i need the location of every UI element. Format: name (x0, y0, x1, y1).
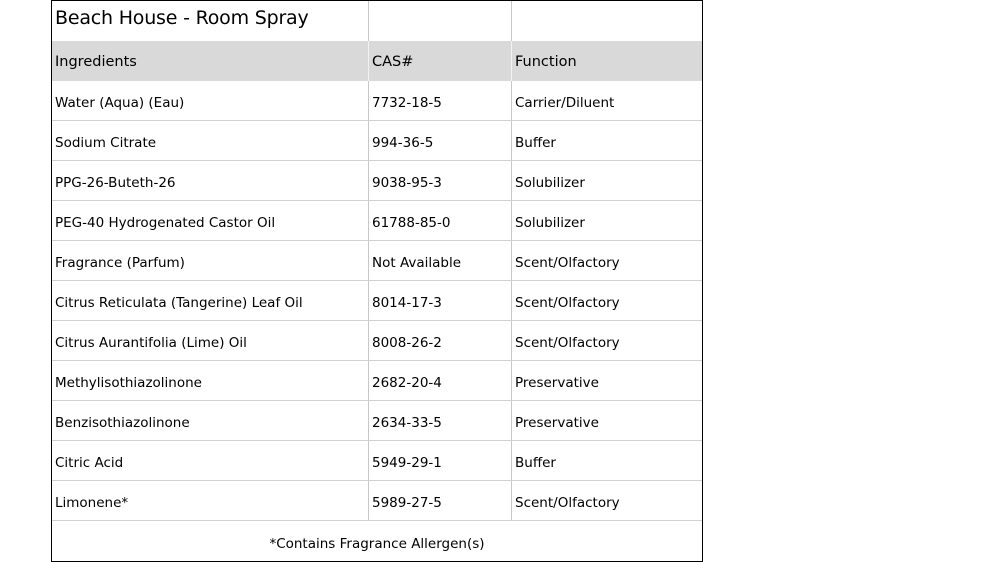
function-cell: Scent/Olfactory (515, 335, 620, 351)
function-cell: Preservative (515, 415, 599, 431)
cas-cell: 8008-26-2 (369, 321, 512, 360)
header-row (52, 41, 702, 81)
title-empty-cell (512, 1, 702, 41)
table-row (52, 321, 702, 361)
cas-cell: 61788-85-0 (369, 201, 512, 240)
table-row (52, 121, 702, 161)
table-row (52, 401, 702, 441)
allergen-footnote: *Contains Fragrance Allergen(s) (269, 536, 485, 552)
table-row (52, 241, 702, 281)
ingredient-cell: Benzisothiazolinone (52, 401, 369, 440)
cas-cell: 8014-17-3 (369, 281, 512, 320)
ingredient-cell: Citrus Aurantifolia (Lime) Oil (52, 321, 369, 360)
ingredient-cell: Citrus Reticulata (Tangerine) Leaf Oil (52, 281, 369, 320)
page-title: Beach House - Room Spray (55, 6, 309, 29)
function-cell: Scent/Olfactory (515, 255, 620, 271)
ingredient-cell: Limonene* (52, 481, 369, 520)
header-function: Function (515, 54, 577, 70)
header-cas: CAS# (369, 41, 512, 81)
ingredient-cell: Citric Acid (52, 441, 369, 480)
function-cell: Scent/Olfactory (515, 295, 620, 311)
title-empty-cell (369, 1, 512, 41)
cas-cell: 7732-18-5 (369, 81, 512, 120)
title-cell (52, 1, 369, 41)
function-cell: Buffer (515, 455, 556, 471)
cas-cell: 5949-29-1 (369, 441, 512, 480)
ingredient-cell: Sodium Citrate (52, 121, 369, 160)
table-row (52, 281, 702, 321)
function-cell: Scent/Olfactory (515, 495, 620, 511)
ingredients-table (51, 0, 703, 562)
function-cell: Solubilizer (515, 175, 585, 191)
table-row (52, 481, 702, 521)
function-cell: Preservative (515, 375, 599, 391)
cas-cell: 2682-20-4 (369, 361, 512, 400)
function-cell: Buffer (515, 135, 556, 151)
cas-cell: 994-36-5 (369, 121, 512, 160)
function-cell: Carrier/Diluent (515, 95, 615, 111)
function-cell: Solubilizer (515, 215, 585, 231)
ingredient-cell: Methylisothiazolinone (52, 361, 369, 400)
cas-cell: 5989-27-5 (369, 481, 512, 520)
table-row (52, 81, 702, 121)
ingredient-cell: Fragrance (Parfum) (52, 241, 369, 280)
table-row (52, 201, 702, 241)
table-row (52, 161, 702, 201)
footnote-row (52, 521, 702, 561)
cas-cell: 2634-33-5 (369, 401, 512, 440)
ingredient-cell: Water (Aqua) (Eau) (52, 81, 369, 120)
cas-cell: 9038-95-3 (369, 161, 512, 200)
ingredient-cell: PEG-40 Hydrogenated Castor Oil (52, 201, 369, 240)
ingredient-cell: PPG-26-Buteth-26 (52, 161, 369, 200)
cas-cell: Not Available (369, 241, 512, 280)
table-row (52, 441, 702, 481)
table-row (52, 361, 702, 401)
title-row (52, 1, 702, 41)
header-ingredients: Ingredients (52, 41, 369, 81)
